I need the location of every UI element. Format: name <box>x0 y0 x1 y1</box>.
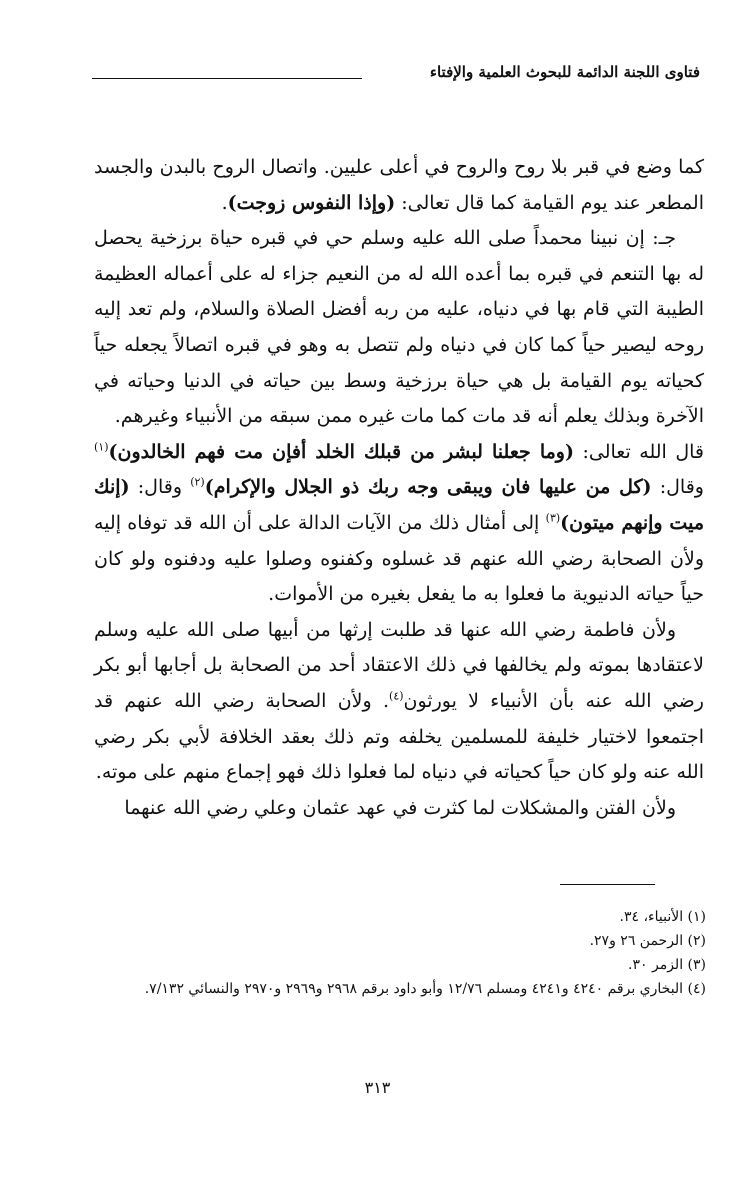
footnote-1: (١) الأنبياء، ٣٤. <box>619 909 706 925</box>
text-run: قال الله تعالى: <box>573 440 704 463</box>
text-run: ولأن فاطمة رضي الله عنها قد طلبت إرثها من أبيها صلى الله عليه وسلم لاعتقادها بموته ولم يخالفها في ذلك الاعتقاد أحد من الصحابة بل أجابها أبو بكر رضي الله عنه بأن الأنبياء لا يورثون <box>94 618 704 712</box>
paragraph-verses <box>94 435 704 613</box>
text-run: وقال: <box>651 476 704 499</box>
footnote-rule <box>560 884 655 885</box>
paragraph-fitan: ولأن الفتن والمشكلات لما كثرت في عهد عثمان وعلي رضي الله عنهما <box>124 796 676 819</box>
footnote-ref[interactable]: (٣) <box>545 511 561 525</box>
footnote-ref[interactable]: (٤) <box>389 689 404 703</box>
paragraph-1 <box>94 150 704 221</box>
quran-quote: (وما جعلنا لبشر من قبلك الخلد أفإن مت فهم الخالدون) <box>108 440 574 463</box>
quran-quote: (وإذا النفوس زوجت) <box>227 191 396 214</box>
header-title: فتاوى اللجنة الدائمة للبحوث العلمية والإفتاء <box>429 63 700 81</box>
footnote-4: (٤) البخاري برقم ٤٢٤٠ و٤٢٤١ ومسلم ١٢/٧٦ وأبو داود برقم ٢٩٦٨ و٢٩٦٩ و٢٩٧٠ والنسائي ٧/١٣٢. <box>144 981 706 997</box>
text-run: . <box>221 191 228 214</box>
footnotes <box>94 905 706 1001</box>
paragraph-answer: جـ: إن نبينا محمداً صلى الله عليه وسلم حي في قبره حياة برزخية يحصل له بها التنعم في قبره بما أعده الله له من النعيم جزاء له على أعماله العظيمة الطيبة التي قام بها في دنياه، عليه من ربه أفضل الصلاة والسلام، ولم تعد إليه روحه ليصير حياً كما كان في دنياه ولم تتصل به وهو في قبره اتصالاً يجعله حياً كحياته يوم القيامة بل هي حياة برزخية وسط بين حياته في الدنيا وحياته في الآخرة وبذلك يعلم أنه قد مات كما مات غيره ممن سبقه من الأنبياء وغيرهم. <box>94 227 704 428</box>
text-run: وقال: <box>129 476 191 499</box>
running-header <box>92 60 700 88</box>
main-text <box>94 150 704 826</box>
text-run: إلى أمثال ذلك من الآيات الدالة على أن الله قد توفاه إليه ولأن الصحابة رضي الله عنهم قد غسلوه وكفنوه وصلوا عليه ودفنوه ولو كان حياً حياته الدنيوية ما فعلوا به ما يفعل بغيره من الأموات. <box>94 511 704 606</box>
header-rule <box>92 78 362 79</box>
footnote-ref[interactable]: (٢) <box>190 476 205 490</box>
text-run: . ولأن الصحابة رضي الله عنهم قد اجتمعوا لاختيار خليفة للمسلمين يخلفه وتم ذلك بعقد الخلافة لأبي بكر رضي الله عنه ولو كان حياً كحياته في دنياه لما فعلوا ذلك فهو إجماع منهم على موته. <box>94 689 704 784</box>
quran-quote: (كل من عليها فان ويبقى وجه ربك ذو الجلال والإكرام) <box>204 476 652 499</box>
text-run: كما وضع في قبر بلا روح والروح في أعلى عليين. واتصال الروح بالبدن والجسد المطعر عند يوم القيامة كما قال تعالى: <box>94 156 704 214</box>
paragraph-fatima <box>94 613 704 791</box>
page-number: ٣١٣ <box>364 1078 391 1097</box>
footnote-2: (٢) الرحمن ٢٦ و٢٧. <box>589 933 706 949</box>
footnote-3: (٣) الزمر ٣٠. <box>628 957 706 973</box>
footnote-ref[interactable]: (١) <box>94 440 109 454</box>
quran-quote: (إنك ميت وإنهم ميتون) <box>94 476 704 534</box>
